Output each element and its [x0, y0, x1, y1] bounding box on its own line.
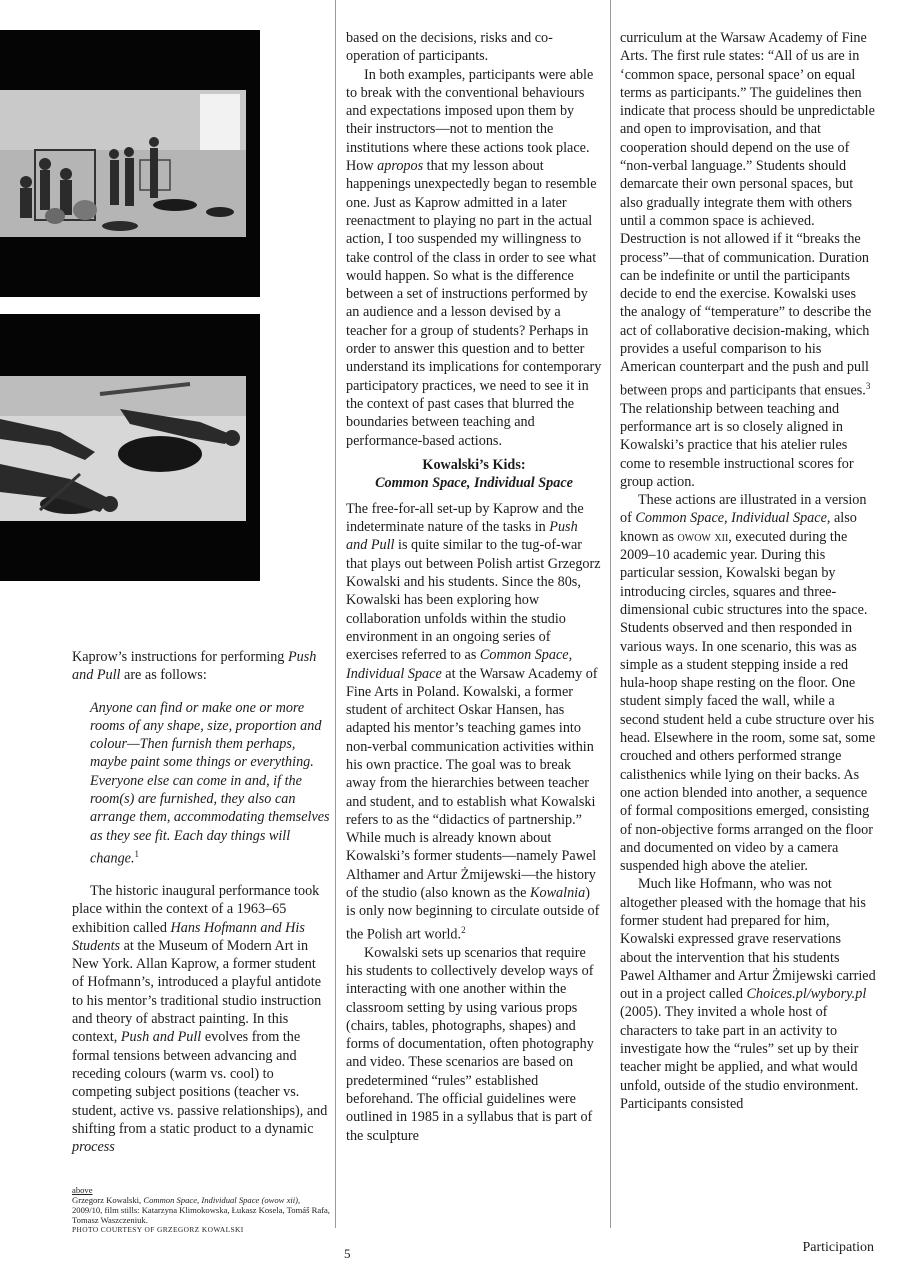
- photo-caption: [72, 1185, 332, 1235]
- footnote-ref-1: 1: [134, 848, 140, 859]
- footnote-ref-3: 3: [865, 380, 871, 391]
- body-paragraph: The historic inaugural performance took place within the context of a 1963–65 exhibition called Hans Hofmann and His Students at the Museum of Modern Art in New York. Allan Kaprow, a former student of Hofmann’s, introduced a playful antidote to his mentor’s traditional studio instruction and theory of abstract painting. In this context, Push and Pull evolves from the formal tensions between advancing and receding colours (warm vs. cool) to competing subject positions (teacher vs. student, active vs. passive relationships), and shifting from a static product to a dynamic process: [72, 883, 328, 1156]
- caption-text: Grzegorz Kowalski, Common Space, Individual Space (owow xii), 2009/10, film stills: Katarzyna Klimokowska, Łukasz Kosela, Tomáš Rafa, Tomasz Waszczeniuk.: [72, 1195, 330, 1225]
- section-heading-line-1: Kowalski’s Kids:: [422, 456, 526, 473]
- column-3: [620, 29, 876, 1113]
- body-paragraph: curriculum at the Warsaw Academy of Fine Arts. The first rule states: “All of us are in ‘common space, personal space’ on equal terms as participants.” The guidelines then indicate that process should be unpredictable and open to improvisation, and that cooperation should depend on the use of “non-verbal language.” Students should demarcate their own personal spaces, but also gradually integrate them with others until a common space is achieved. Destruction is not allowed if it “breaks the process”—that of communication. Duration can be indefinite or until the participants decide to end the exercise. Kowalski uses the analogy of “temperature” to describe the act of collaborative decision-making, which provides a useful comparison to his American counterpart and the push and pull between props and participants that ensues.$^3$ The relationship between teaching and performance art is so closely aligned in Kowalski’s practice that his atelier rules come to resemble instructional scores for group action.: [620, 30, 875, 490]
- body-paragraph: Kowalski sets up scenarios that require his students to collectively develop ways of interacting with one another within the classroom setting by using various props (chairs, tables, photographs, shapes) and forms of documentation, often photography and video. These scenarios are based on predetermined “rules” established beforehand. The official guidelines were outlined in 1985 in a syllabus that is part of the sculpture: [346, 944, 594, 1144]
- caption-label: above: [72, 1185, 93, 1195]
- section-heading-line-2: Common Space, Individual Space: [375, 474, 573, 491]
- column-divider-right: [610, 0, 611, 1228]
- running-head: Participation: [802, 1240, 874, 1255]
- body-paragraph: In both examples, participants were able to break with the conventional behaviours and expectations imposed upon them by their instructors—not to mention the institutions where these actions took place. How apropos that my lesson about happenings unexpectedly began to resemble one. Just as Kaprow admitted in a later reenactment to playing no part in the actual action, I too suspended my willingness to take control of the class in order to see what would happen. So what is the difference between a set of instructions performed by an audience and a lesson devised by a teacher for a group of students? Perhaps in order to answer this question and to better understand its implications for contemporary participatory practices, we need to see it in the context of past cases that blurred the boundaries between teaching and performance-based actions.: [346, 66, 602, 449]
- film-still-1: [0, 30, 260, 297]
- film-still-1-image: [0, 30, 260, 297]
- kaprow-quote: Anyone can find or make one or more rooms of any shape, size, proportion and colour—Then furnish them perhaps, maybe paint some things or everything. Everyone else can come in and, if the room(s) are furnished, they also can arrange them, accommodating themselves as they see fit. Each day things will change.$^1$: [90, 699, 330, 867]
- page-number: 5: [344, 1246, 351, 1261]
- instructions-intro: Kaprow’s instructions for performing Push and Pull are as follows:: [72, 649, 317, 684]
- column-1: [72, 648, 330, 1156]
- body-paragraph: The free-for-all set-up by Kaprow and the indeterminate nature of the tasks in Push and Pull is quite similar to the tug-of-war that plays out between Polish artist Grzegorz Kowalski and his students. Since the 80s, Kowalski has been exploring how collaboration unfolds within the studio environment in an ongoing series of exercises referred to as Common Space, Individual Space at the Warsaw Academy of Fine Arts in Poland. Kowalski, a former student of architect Oskar Hansen, has adapted his mentor’s teaching games into non-verbal communication activities within his own practice. The goal was to break away from the hierarchies between teacher and student, and to establish what Kowalski refers to as the “didactics of partnership.” While much is already known about Kowalski’s former students—namely Pawel Althamer and Artur Żmijewski—the history of the studio (also known as the Kowalnia) is only now beginning to circulate outside of the Polish art world.$^2$: [346, 500, 601, 943]
- photo-credit: PHOTO COURTESY OF GRZEGORZ KOWALSKI: [72, 1225, 244, 1234]
- body-paragraph: These actions are illustrated in a version of Common Space, Individual Space, also known as owow xii, executed during the 2009–10 academic year. During this particular session, Kowalski began by introducing circles, squares and three-dimensional cubic structures into the space. Students observed and then responded in various ways. In one scenario, this was as simple as a student stepping inside a red hula-hoop shape resting on the floor. One student simply faced the wall, while a second student held a cube structure over his head. Elsewhere in the room, some sat, some crouched and others performed strange calisthenics while lying on their backs. As one action blended into another, a sequence of formal compositions emerged, consisting of non-objective forms arranged on the floor and documented on video by a camera suspended high above the atelier.: [620, 492, 876, 875]
- column-divider-left: [335, 0, 336, 1228]
- body-paragraph: Much like Hofmann, who was not altogether pleased with the homage that his former student had prepared for him, Kowalski expressed grave reservations about the intervention that his students Pawel Althamer and Artur Żmijewski carried out in a project called Choices.pl/wybory.pl (2005). They invited a whole host of characters to take part in an activity to investigate how the “rules” set up by their teacher might be applied, and what would unfold, outside of the studio environment. Participants consisted: [620, 876, 876, 1112]
- section-heading: [346, 456, 602, 492]
- body-paragraph: based on the decisions, risks and co-operation of participants.: [346, 30, 553, 65]
- film-still-2: [0, 314, 260, 581]
- footnote-ref-2: 2: [461, 924, 466, 935]
- film-still-2-image: [0, 314, 260, 581]
- column-2: [346, 29, 602, 1145]
